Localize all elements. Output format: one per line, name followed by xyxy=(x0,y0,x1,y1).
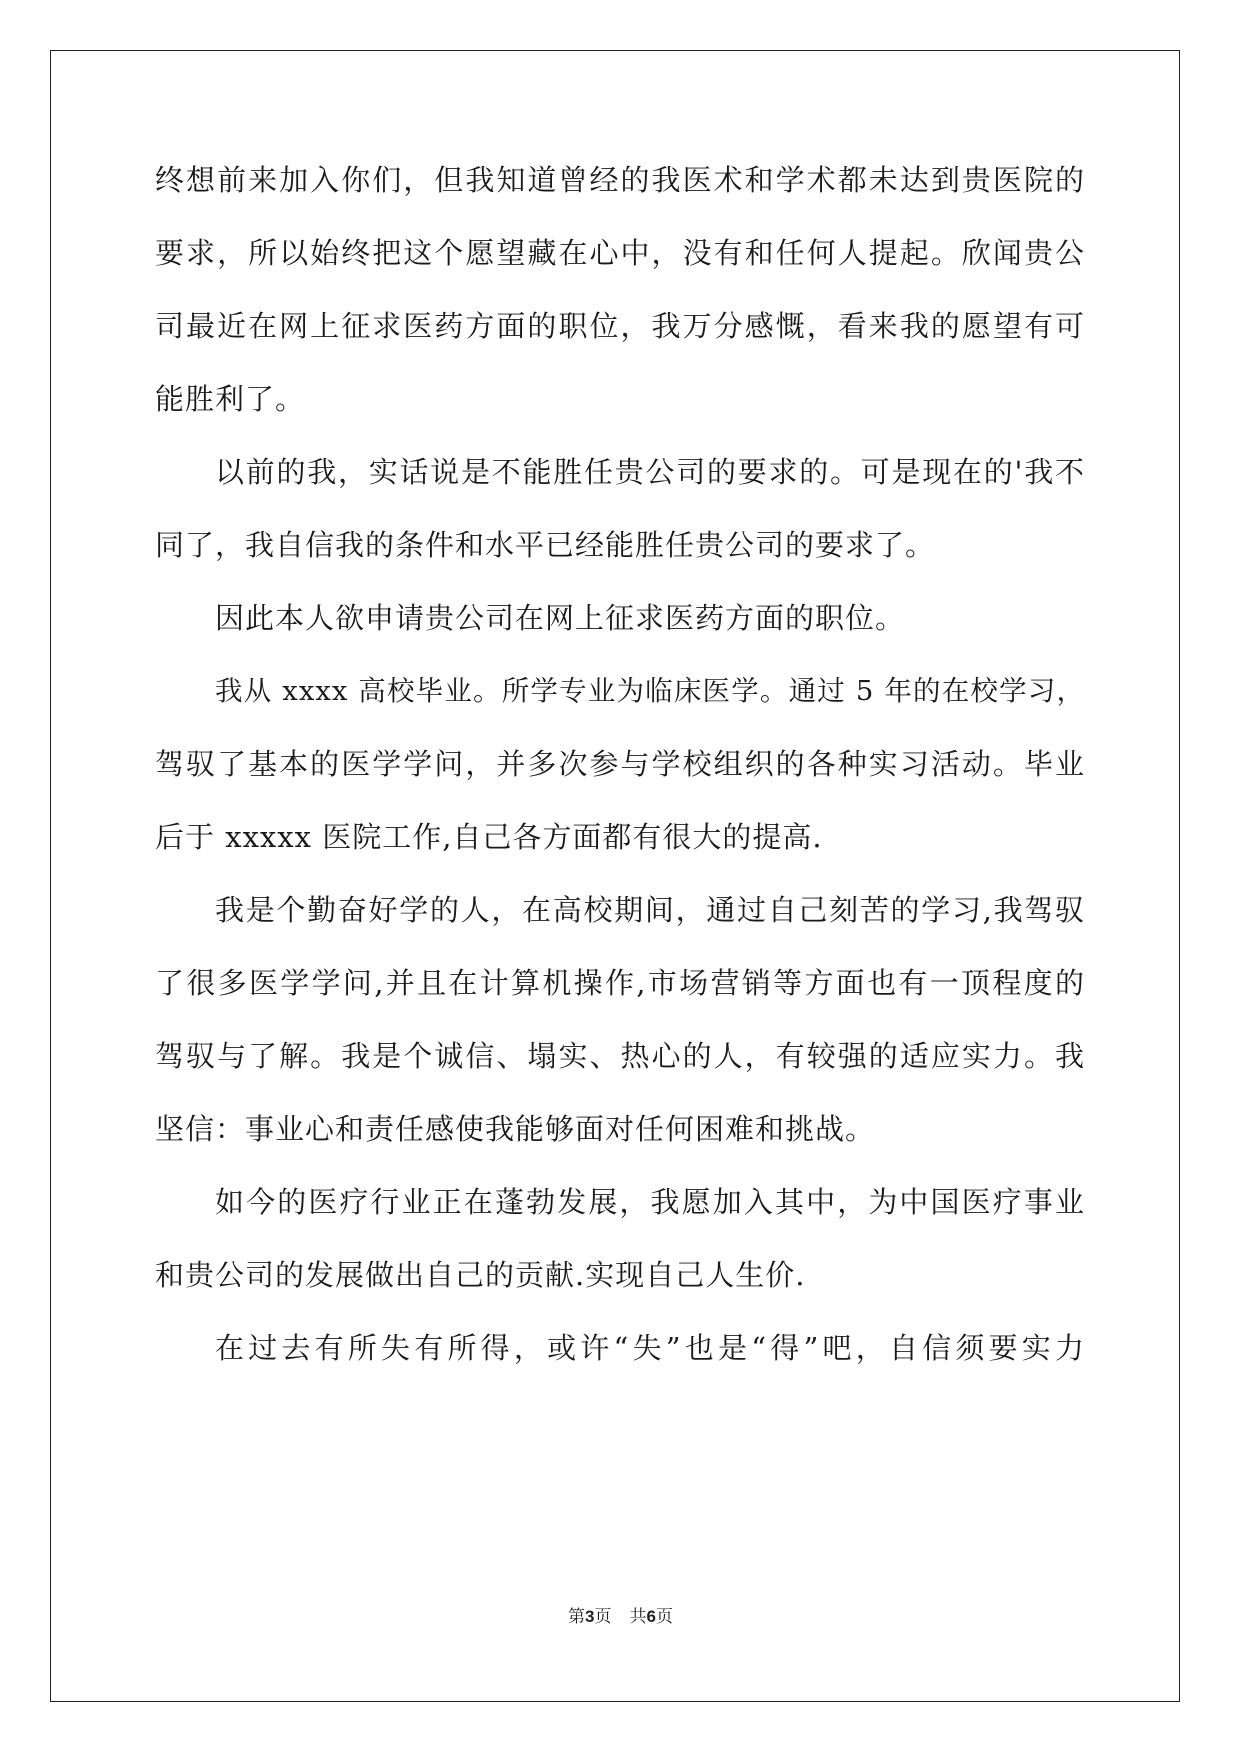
body-line: 要求，所以始终把这个愿望藏在心中，没有和任何人提起。欣闻贵公 xyxy=(155,236,1085,270)
page-border xyxy=(50,50,1180,1702)
paragraph-first-line: 在过去有所失有所得，或许“失”也是“得”吧，自信须要实力 xyxy=(215,1331,1085,1365)
current-page-number: 3 xyxy=(585,1607,595,1626)
total-page-number: 6 xyxy=(646,1607,656,1626)
body-line: 终想前来加入你们，但我知道曾经的我医术和学术都未达到贵医院的 xyxy=(155,163,1085,197)
body-line: 能胜利了。 xyxy=(155,382,306,416)
page-footer xyxy=(0,1606,1241,1628)
body-line: 驾驭了基本的医学学问，并多次参与学校组织的各种实习活动。毕业 xyxy=(155,747,1085,781)
body-line: 后于 xxxxx 医院工作,自己各方面都有很大的提高. xyxy=(155,820,823,854)
body-line: 坚信：事业心和责任感使我能够面对任何困难和挑战。 xyxy=(155,1112,876,1146)
paragraph-first-line: 我从 xxxx 高校毕业。所学专业为临床医学。通过 5 年的在校学习， xyxy=(215,675,1085,707)
page-number-label: 第3页 xyxy=(568,1607,612,1627)
body-line: 和贵公司的发展做出自己的贡献.实现自己人生价. xyxy=(155,1258,806,1292)
paragraph-first-line: 我是个勤奋好学的人，在高校期间，通过自己刻苦的学习,我驾驭 xyxy=(215,893,1085,927)
paragraph-first-line: 如今的医疗行业正在蓬勃发展，我愿加入其中，为中国医疗事业 xyxy=(215,1185,1085,1219)
body-line: 同了，我自信我的条件和水平已经能胜任贵公司的要求了。 xyxy=(155,528,936,562)
body-line: 司最近在网上征求医药方面的职位，我万分感慨，看来我的愿望有可 xyxy=(155,309,1085,343)
paragraph-first-line: 因此本人欲申请贵公司在网上征求医药方面的职位。 xyxy=(215,601,906,635)
paragraph-first-line: 以前的我，实话说是不能胜任贵公司的要求的。可是现在的'我不 xyxy=(215,455,1085,489)
body-line: 了很多医学学问,并且在计算机操作,市场营销等方面也有一顶程度的 xyxy=(155,966,1085,1000)
total-pages-label: 共6页 xyxy=(629,1607,673,1627)
body-line: 驾驭与了解。我是个诚信、塌实、热心的人，有较强的适应实力。我 xyxy=(155,1039,1085,1073)
